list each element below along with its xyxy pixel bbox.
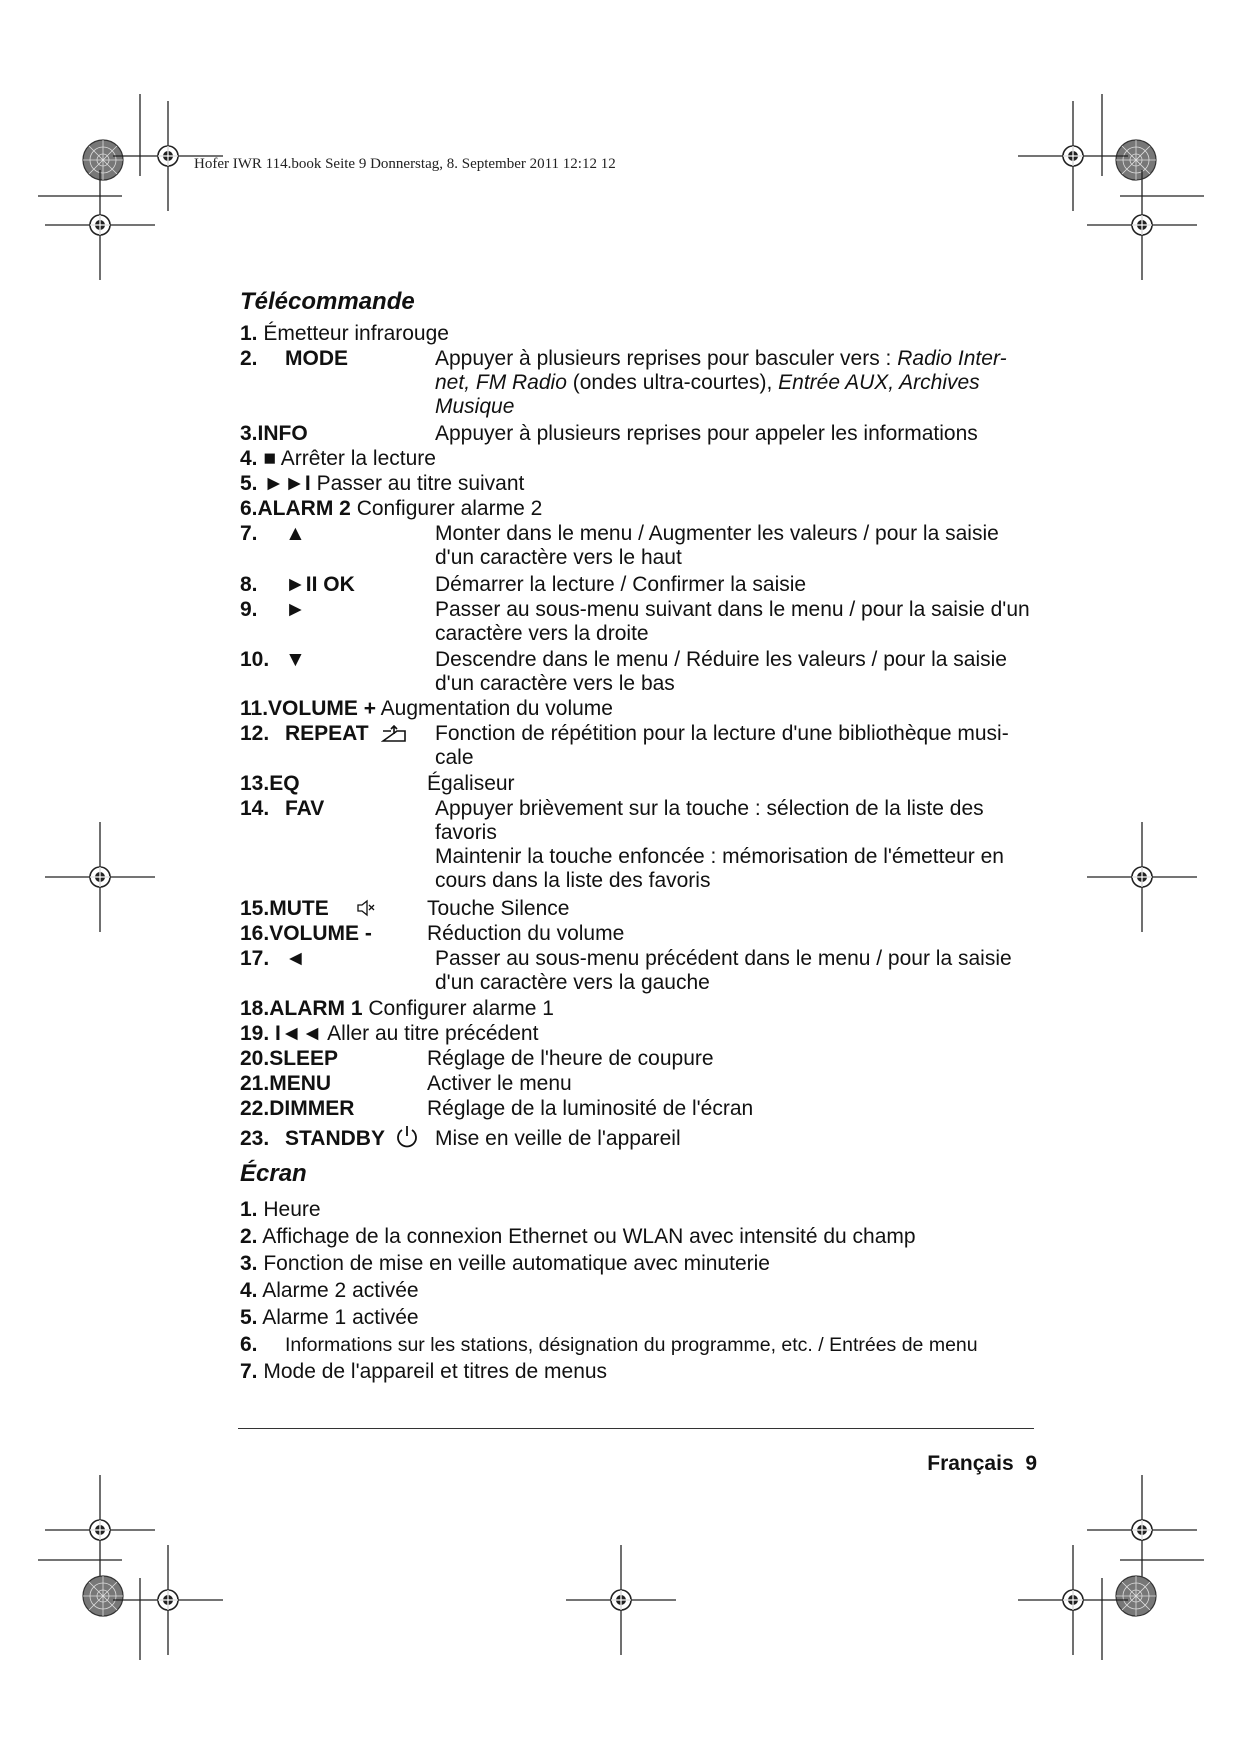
remote-item-20-desc: Réglage de l'heure de coupure bbox=[427, 1047, 714, 1070]
section-title-remote: Télécommande bbox=[240, 288, 415, 315]
remote-item-5: 5. ►►I Passer au titre suivant bbox=[240, 472, 525, 495]
left-arrow-icon: ◄ bbox=[285, 947, 306, 970]
remote-item-6: 6.ALARM 2 Configurer alarme 2 bbox=[240, 497, 543, 520]
remote-item-2-desc: Appuyer à plusieurs reprises pour basculer vers : Radio Inter- net, FM Radio (ondes ultra-courtes), Entrée AUX, Archives Musique bbox=[435, 347, 1007, 418]
screen-item-3: 3. Fonction de mise en veille automatique avec minuterie bbox=[240, 1252, 770, 1275]
color-wheel-icon bbox=[1116, 140, 1156, 180]
remote-item-21: 21.MENU bbox=[240, 1072, 332, 1095]
page-footer bbox=[927, 1452, 1037, 1476]
screen-item-1: 1. Heure bbox=[240, 1198, 321, 1221]
screen-item-4: 4. Alarme 2 activée bbox=[240, 1279, 419, 1302]
play-pause-ok-icon: ►II OK bbox=[285, 573, 355, 596]
remote-item-9: 9. ► bbox=[240, 598, 306, 621]
next-track-icon: ►►I bbox=[263, 472, 311, 495]
registration-crosshair-icon bbox=[1087, 822, 1197, 932]
remote-item-16-desc: Réduction du volume bbox=[427, 922, 625, 945]
remote-item-10: 10. ▼ bbox=[240, 648, 306, 671]
remote-item-3: 3.INFO bbox=[240, 422, 308, 445]
remote-item-12: 12. REPEAT bbox=[240, 722, 269, 746]
remote-item-21-desc: Activer le menu bbox=[427, 1072, 572, 1095]
remote-item-20: 20.SLEEP bbox=[240, 1047, 339, 1070]
remote-item-16: 16.VOLUME - bbox=[240, 922, 372, 945]
remote-item-12-desc: Fonction de répétition pour la lecture d'une bibliothèque musi-cale bbox=[435, 722, 1009, 769]
remote-item-8: 8. ►II OK bbox=[240, 573, 355, 596]
remote-item-2: 2. MODE bbox=[240, 347, 348, 370]
remote-item-13: 13.EQ bbox=[240, 772, 300, 795]
remote-item-3-desc: Appuyer à plusieurs reprises pour appeler les informations bbox=[435, 422, 978, 445]
remote-item-17-desc: Passer au sous-menu précédent dans le menu / pour la saisie d'un caractère vers la gauche bbox=[435, 947, 1012, 994]
remote-item-13-desc: Égaliseur bbox=[427, 772, 515, 795]
color-wheel-icon bbox=[83, 140, 123, 180]
remote-item-14: 14. FAV bbox=[240, 797, 325, 820]
footer-divider bbox=[238, 1428, 1034, 1429]
remote-item-22: 22.DIMMER bbox=[240, 1097, 355, 1120]
stop-icon: ■ bbox=[263, 447, 277, 470]
remote-item-15-desc: Touche Silence bbox=[427, 897, 570, 920]
right-arrow-icon: ► bbox=[285, 598, 306, 621]
up-arrow-icon: ▲ bbox=[285, 522, 306, 545]
footer-language: Français bbox=[927, 1452, 1014, 1475]
page-number: 9 bbox=[1025, 1452, 1037, 1475]
screen-item-5: 5. Alarme 1 activée bbox=[240, 1306, 419, 1329]
remote-item-11: 11.VOLUME + Augmentation du volume bbox=[240, 697, 613, 720]
remote-item-8-desc: Démarrer la lecture / Confirmer la saisie bbox=[435, 573, 807, 596]
down-arrow-icon: ▼ bbox=[285, 648, 306, 671]
registration-crosshair-icon bbox=[1018, 1545, 1128, 1655]
remote-item-10-desc: Descendre dans le menu / Réduire les valeurs / pour la saisie d'un caractère vers le bas bbox=[435, 648, 1007, 695]
registration-crosshair-icon bbox=[1087, 170, 1197, 280]
screen-item-6: 6. Informations sur les stations, désignation du programme, etc. / Entrées de menu bbox=[240, 1333, 978, 1356]
section-title-screen: Écran bbox=[240, 1160, 307, 1187]
registration-crosshair-icon bbox=[113, 1545, 223, 1655]
remote-item-23: 23. STANDBY bbox=[240, 1127, 269, 1151]
registration-crosshair-icon bbox=[45, 170, 155, 280]
remote-item-18: 18.ALARM 1 Configurer alarme 1 bbox=[240, 997, 554, 1020]
remote-item-19: 19. I◄◄ Aller au titre précédent bbox=[240, 1022, 539, 1045]
remote-item-7-desc: Monter dans le menu / Augmenter les valeurs / pour la saisie d'un caractère vers le haut bbox=[435, 522, 999, 569]
remote-item-1: 1. Émetteur infrarouge bbox=[240, 322, 449, 345]
remote-item-15: 15.MUTE bbox=[240, 897, 329, 921]
remote-item-14-desc: Appuyer brièvement sur la touche : sélection de la liste des favoris Maintenir la touche enfoncée : mémorisation de l'émetteur en cours dans la liste des favoris bbox=[435, 797, 1004, 892]
remote-item-9-desc: Passer au sous-menu suivant dans le menu / pour la saisie d'un caractère vers la droite bbox=[435, 598, 1030, 645]
remote-item-23-desc: Mise en veille de l'appareil bbox=[435, 1127, 681, 1150]
print-header: Hofer IWR 114.book Seite 9 Donnerstag, 8. September 2011 12:12 12 bbox=[194, 156, 616, 172]
remote-item-7: 7. ▲ bbox=[240, 522, 306, 545]
registration-crosshair-icon bbox=[1018, 101, 1128, 211]
color-wheel-icon bbox=[1116, 1576, 1156, 1616]
remote-item-4: 4. ■ Arrêter la lecture bbox=[240, 447, 436, 470]
registration-crosshair-icon bbox=[1087, 1475, 1197, 1585]
mute-icon bbox=[356, 898, 376, 918]
registration-crosshair-icon bbox=[45, 822, 155, 932]
color-wheel-icon bbox=[83, 1576, 123, 1616]
remote-item-17: 17. ◄ bbox=[240, 947, 306, 970]
screen-item-2: 2. Affichage de la connexion Ethernet ou WLAN avec intensité du champ bbox=[240, 1225, 916, 1248]
remote-item-22-desc: Réglage de la luminosité de l'écran bbox=[427, 1097, 754, 1120]
registration-crosshair-icon bbox=[45, 1475, 155, 1585]
screen-item-7: 7. Mode de l'appareil et titres de menus bbox=[240, 1360, 608, 1383]
previous-track-icon: I◄◄ bbox=[275, 1022, 323, 1045]
repeat-icon bbox=[381, 725, 407, 743]
registration-crosshair-icon bbox=[566, 1545, 676, 1655]
power-icon bbox=[395, 1124, 419, 1150]
